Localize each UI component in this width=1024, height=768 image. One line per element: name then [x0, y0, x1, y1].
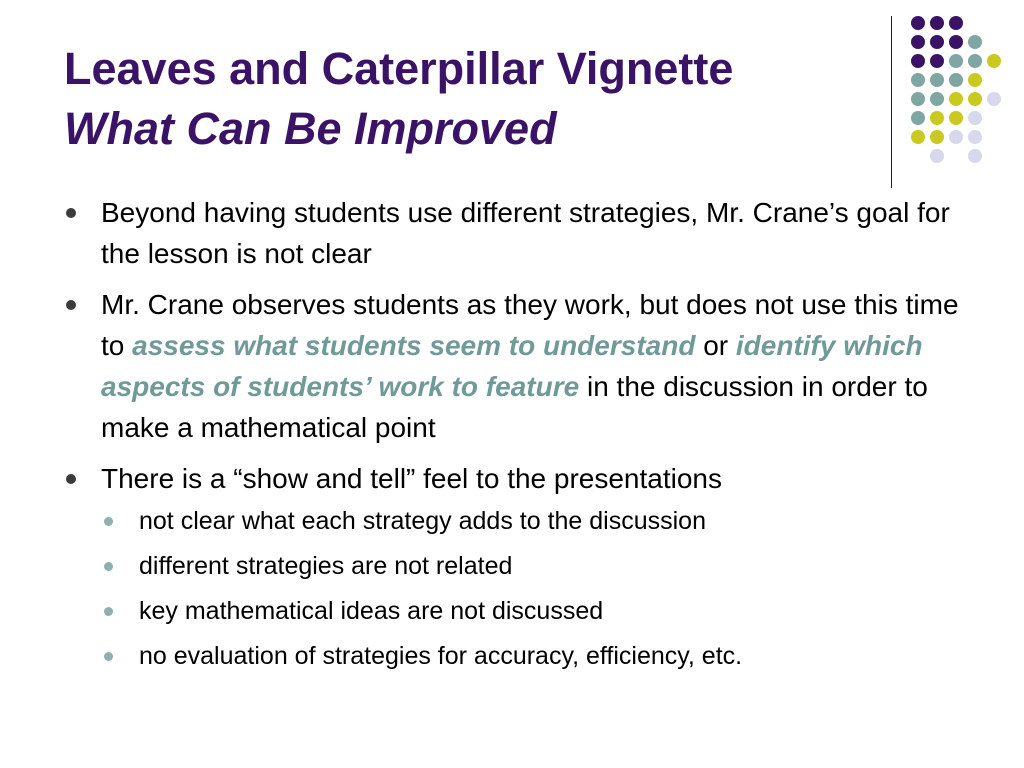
title-subtitle: What Can Be Improved — [64, 103, 557, 154]
sub-bullet: no evaluation of strategies for accuracy, efficiency, etc. — [139, 634, 984, 679]
dot-decoration — [968, 54, 982, 68]
dot-decoration — [949, 111, 963, 125]
bullet-text: or — [695, 330, 736, 361]
bullet-text: Mr. Crane observes students as they work, but does not use this time to — [101, 289, 959, 361]
title-main: Leaves and Caterpillar Vignette — [64, 43, 734, 94]
dot-decoration — [930, 111, 944, 125]
dot-decoration — [911, 35, 925, 49]
dot-decoration — [911, 73, 925, 87]
slide-body — [64, 192, 984, 679]
sub-bullet: not clear what each strategy adds to the discussion — [139, 499, 984, 544]
dot-decoration — [930, 16, 944, 30]
dot-decoration — [930, 73, 944, 87]
dot-decoration — [911, 16, 925, 30]
dot-decoration — [968, 149, 982, 163]
bullet-observation — [64, 284, 984, 448]
dot-decoration — [911, 92, 925, 106]
dot-decoration — [968, 111, 982, 125]
dot-decoration — [987, 54, 1001, 68]
dot-decoration — [949, 16, 963, 30]
dot-decoration — [968, 130, 982, 144]
dot-decoration — [968, 73, 982, 87]
dot-decoration — [930, 54, 944, 68]
dot-decoration — [911, 130, 925, 144]
slide-title — [64, 38, 894, 158]
bullet-text: in the discussion in order to make a mathematical point — [101, 371, 928, 443]
bullet-show-and-tell: There is a “show and tell” feel to the presentations — [64, 458, 984, 499]
dot-decoration — [930, 92, 944, 106]
dot-decoration — [968, 35, 982, 49]
dot-decoration — [911, 111, 925, 125]
dot-decoration — [930, 130, 944, 144]
vertical-divider — [891, 16, 892, 188]
dot-decoration — [930, 35, 944, 49]
dot-decoration — [930, 149, 944, 163]
dot-decoration — [949, 130, 963, 144]
sub-bullet: different strategies are not related — [139, 544, 984, 589]
emphasis-identify: identify which aspects of students’ work to feature — [101, 330, 923, 402]
dot-decoration — [968, 92, 982, 106]
bullet-goal-unclear: Beyond having students use different strategies, Mr. Crane’s goal for the lesson is not clear — [64, 192, 984, 274]
dot-decoration — [987, 92, 1001, 106]
dot-decoration — [949, 73, 963, 87]
dot-decoration — [949, 54, 963, 68]
dot-decoration — [949, 35, 963, 49]
emphasis-assess: assess what students seem to understand — [132, 330, 696, 361]
dot-decoration — [949, 92, 963, 106]
dot-decoration — [911, 54, 925, 68]
sub-bullet: key mathematical ideas are not discussed — [139, 589, 984, 634]
